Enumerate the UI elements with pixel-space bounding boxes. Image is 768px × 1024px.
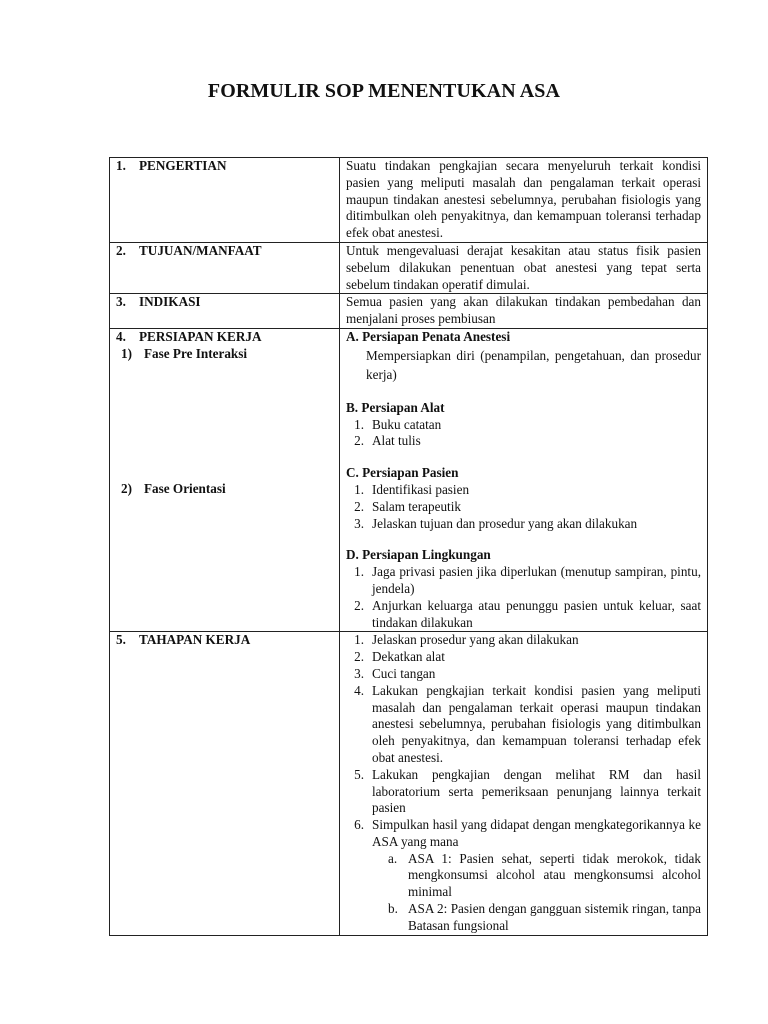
list-item [346,666,701,683]
pengertian-text: Suatu tindakan pengkajian secara menyeluruh terkait kondisi pasien yang meliputi masalah dan pengalaman terkait operasi maupun tindakan anestesi sebelumnya, perubahan fisiologis yang ditimbulkan oleh penyakitnya, dan kemampuan toleransi terhadap efek obat anestesi. [346,158,701,241]
list-number: 2. [354,649,364,665]
row-label: INDIKASI [139,294,201,310]
phase-pre-interaksi: Fase Pre Interaksi [144,345,248,361]
list-item [346,564,701,598]
list-letter: a. [388,850,398,866]
section-b-title: B. Persiapan Alat [346,399,445,415]
list-number: 1. [354,632,364,648]
row-label: TUJUAN/MANFAAT [139,242,262,258]
list-item [346,817,701,851]
section-a-title: A. Persiapan Penata Anestesi [346,328,511,344]
table-row-persiapan [110,328,708,631]
row-label: TAHAPAN KERJA [139,632,251,648]
indikasi-text: Semua pasien yang akan dilakukan tindakan pembedahan dan menjalani proses pembiusan [346,294,701,327]
page-title: FORMULIR SOP MENENTUKAN ASA [207,80,561,102]
list-text: ASA 1: Pasien sehat, seperti tidak merokok, tidak mengkonsumsi alcohol atau mengkonsumsi alcohol minimal [408,850,701,900]
table-row-tujuan [110,242,708,293]
list-item [346,482,701,499]
row-label-cell [110,632,340,935]
row-content-cell [340,294,708,329]
list-text: Jelaskan prosedur yang akan dilakukan [372,632,579,648]
list-text: Jelaskan tujuan dan prosedur yang akan dilakukan [372,515,638,531]
list-number: 6. [354,817,364,833]
list-item [346,767,701,817]
row-label-cell [110,158,340,243]
section-c-list [346,482,701,532]
list-item [346,632,701,649]
asa-sublist [346,851,701,935]
list-number: 5. [354,766,364,782]
list-number: 3. [354,665,364,681]
table-row-pengertian [110,158,708,243]
section-b-list [346,417,701,451]
list-item [388,851,701,901]
list-item [346,683,701,767]
list-number: 1. [354,564,364,580]
list-letter: b. [388,901,398,917]
row-number: 5. [116,632,126,648]
row-label-cell [110,328,340,631]
list-text: Lakukan pengkajian terkait kondisi pasien yang meliputi masalah dan pengalaman terkait operasi maupun tindakan anestesi sebelumnya, perubahan fisiologis yang ditimbulkan oleh penyakitnya, dan kemampuan toleransi terhadap efek obat anestesi. [372,682,701,765]
list-text: Simpulkan hasil yang didapat dengan mengkategorikannya ke ASA yang mana [372,817,701,849]
list-text: ASA 2: Pasien dengan gangguan sistemik ringan, tanpa Batasan fungsional [408,901,701,933]
list-text: Jaga privasi pasien jika diperlukan (menutup sampiran, pintu, jendela) [372,564,701,596]
row-number: 2. [116,242,126,258]
list-item [346,433,701,450]
list-text: Lakukan pengkajian dengan melihat RM dan hasil laboratorium serta pemeriksaan penunjang lainnya terkait pasien [372,766,701,816]
list-text: Alat tulis [372,433,421,449]
list-number: 4. [354,682,364,698]
table-row-indikasi [110,294,708,329]
phase-number: 1) [121,345,132,361]
row-content-cell [340,328,708,631]
section-c-title: C. Persiapan Pasien [346,465,459,481]
list-item [346,417,701,434]
row-number: 4. [116,328,126,344]
list-number: 3. [354,515,364,531]
row-label-cell [110,294,340,329]
list-item [346,598,701,632]
list-number: 1. [354,481,364,497]
tahapan-list [346,632,701,850]
list-number: 1. [354,416,364,432]
list-text: Dekatkan alat [372,649,445,665]
row-content-cell [340,242,708,293]
list-item [346,649,701,666]
list-item [388,901,701,935]
row-content-cell [340,158,708,243]
list-text: Identifikasi pasien [372,481,470,497]
section-d-title: D. Persiapan Lingkungan [346,547,491,563]
row-number: 3. [116,294,126,310]
section-d-list [346,564,701,631]
row-content-cell [340,632,708,935]
row-label: PENGERTIAN [139,158,227,173]
tujuan-text: Untuk mengevaluasi derajat kesakitan atau status fisik pasien sebelum dilakukan penentuan obat anestesi yang tepat serta sebelum tindakan operatif dimulai. [346,242,701,292]
list-item [346,499,701,516]
row-label: PERSIAPAN KERJA [139,328,262,344]
section-a-text: Mempersiapkan diri (penampilan, pengetahuan, dan prosedur kerja) [366,347,701,382]
list-number: 2. [354,597,364,613]
list-text: Anjurkan keluarga atau penunggu pasien untuk keluar, saat tindakan dilakukan [372,597,701,630]
list-item [346,516,701,533]
list-text: Cuci tangan [372,665,436,681]
list-text: Salam terapeutik [372,498,461,514]
list-number: 2. [354,498,364,514]
phase-number: 2) [121,480,132,496]
table-row-tahapan [110,632,708,935]
list-number: 2. [354,433,364,449]
row-label-cell [110,242,340,293]
row-number: 1. [116,158,126,173]
phase-orientasi: Fase Orientasi [144,480,226,496]
sop-table [109,157,708,936]
list-text: Buku catatan [372,416,442,432]
